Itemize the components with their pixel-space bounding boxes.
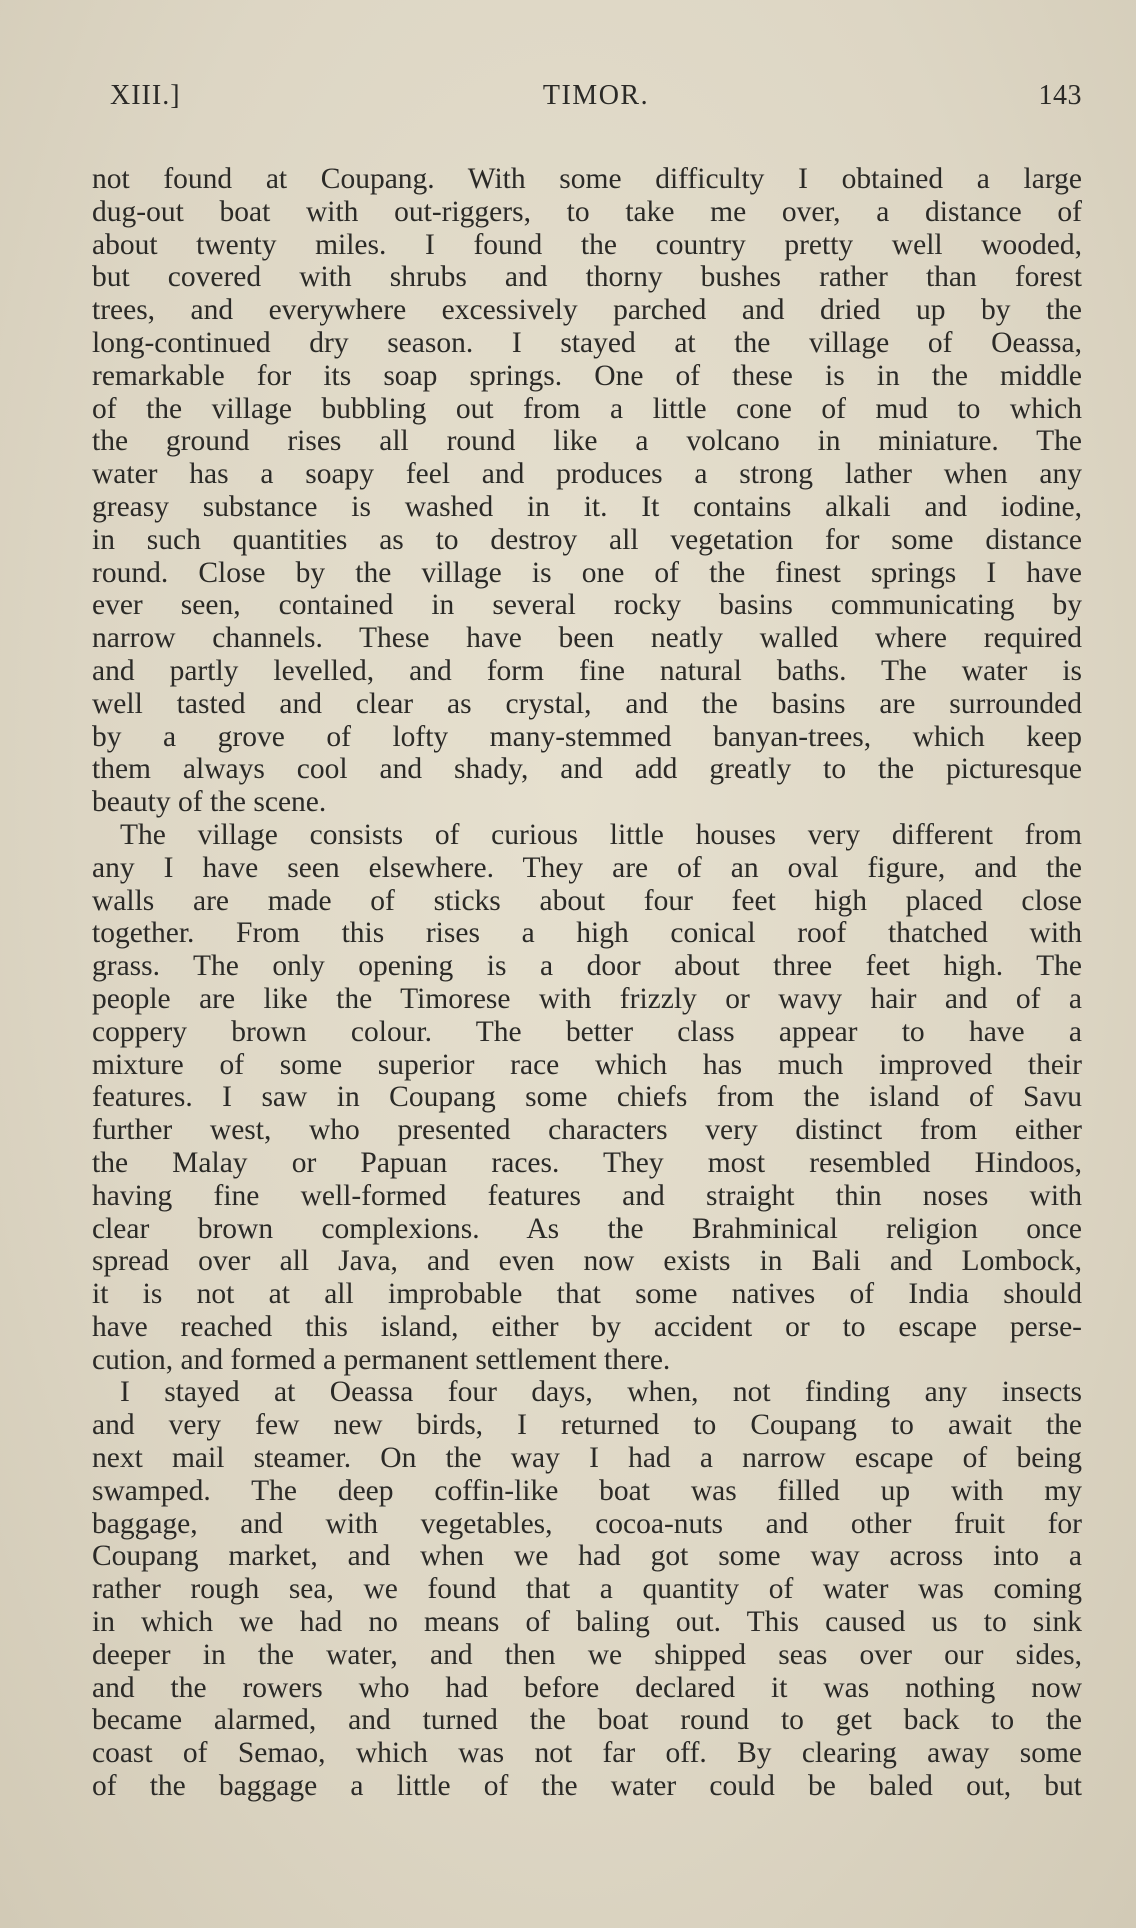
text-line: not found at Coupang. With some difficulty I obtained a large <box>92 163 1082 195</box>
text-line: having fine well-formed features and straight thin noses with <box>92 1179 1082 1212</box>
text-line: rather rough sea, we found that a quantity of water was coming <box>92 1573 1082 1606</box>
text-line: have reached this island, either by accident or to escape perse- <box>92 1310 1082 1343</box>
text-line: round. Close by the village is one of the finest springs I have <box>92 556 1082 589</box>
text-line: and the rowers who had before declared it was nothing now <box>92 1671 1082 1704</box>
text-line: grass. The only opening is a door about three feet high. The <box>92 950 1082 983</box>
text-line: coast of Semao, which was not far off. By clearing away some <box>92 1737 1082 1770</box>
text-line: narrow channels. These have been neatly walled where required <box>92 622 1082 655</box>
text-line: I stayed at Oeassa four days, when, not finding any insects <box>120 1376 1082 1409</box>
text-line: together. From this rises a high conical roof thatched with <box>92 917 1082 950</box>
text-line: but covered with shrubs and thorny bushes rather than forest <box>92 261 1082 294</box>
text-line: remarkable for its soap springs. One of these is in the middle <box>92 359 1082 392</box>
text-line: walls are made of sticks about four feet high placed close <box>92 884 1082 917</box>
text-line: deeper in the water, and then we shipped seas over our sides, <box>92 1638 1082 1671</box>
text-line: spread over all Java, and even now exists in Bali and Lombock, <box>92 1245 1082 1278</box>
text-line: of the baggage a little of the water could be baled out, but <box>92 1770 1082 1803</box>
text-line: and very few new birds, I returned to Coupang to await the <box>92 1409 1082 1442</box>
text-line: in which we had no means of baling out. This caused us to sink <box>92 1606 1082 1639</box>
text-line: long-continued dry season. I stayed at the village of Oeassa, <box>92 326 1082 359</box>
text-line: trees, and everywhere excessively parched and dried up by the <box>92 294 1082 327</box>
text-line: in such quantities as to destroy all vegetation for some distance <box>92 523 1082 556</box>
text-line: beauty of the scene. <box>92 786 327 819</box>
text-line: of the village bubbling out from a little cone of mud to which <box>92 392 1082 425</box>
text-line: dug-out boat with out-riggers, to take me over, a distance of <box>92 195 1082 228</box>
text-line: further west, who presented characters very distinct from either <box>92 1114 1082 1147</box>
text-line: greasy substance is washed in it. It contains alkali and iodine, <box>92 490 1082 523</box>
running-title: TIMOR. <box>542 80 650 111</box>
text-line: The village consists of curious little houses very different from <box>120 818 1082 851</box>
text-line: the ground rises all round like a volcano in miniature. The <box>92 425 1082 458</box>
text-line: it is not at all improbable that some natives of India should <box>92 1278 1082 1311</box>
text-line: coppery brown colour. The better class appear to have a <box>92 1015 1082 1048</box>
running-head <box>110 80 1082 120</box>
text-line: and partly levelled, and form fine natural baths. The water is <box>92 654 1082 687</box>
text-line: people are like the Timorese with frizzly or wavy hair and of a <box>92 982 1082 1015</box>
text-line: them always cool and shady, and add greatly to the picturesque <box>92 753 1082 786</box>
text-line: by a grove of lofty many-stemmed banyan-trees, which keep <box>92 720 1082 753</box>
text-line: Coupang market, and when we had got some way across into a <box>92 1540 1082 1573</box>
text-line: swamped. The deep coffin-like boat was filled up with my <box>92 1474 1082 1507</box>
body-text <box>92 163 1082 1803</box>
text-line: mixture of some superior race which has much improved their <box>92 1048 1082 1081</box>
text-line: about twenty miles. I found the country pretty well wooded, <box>92 228 1082 261</box>
text-line: well tasted and clear as crystal, and the basins are surrounded <box>92 687 1082 720</box>
text-line: cution, and formed a permanent settlement there. <box>92 1343 671 1376</box>
chapter-number: XIII.] <box>110 80 181 111</box>
page-number: 143 <box>1038 80 1082 111</box>
text-line: any I have seen elsewhere. They are of an oval figure, and the <box>92 851 1082 884</box>
text-line: ever seen, contained in several rocky basins communicating by <box>92 589 1082 622</box>
text-line: features. I saw in Coupang some chiefs from the island of Savu <box>92 1081 1082 1114</box>
text-line: next mail steamer. On the way I had a narrow escape of being <box>92 1442 1082 1475</box>
text-line: the Malay or Papuan races. They most resembled Hindoos, <box>92 1146 1082 1179</box>
text-line: became alarmed, and turned the boat round to get back to the <box>92 1704 1082 1737</box>
text-line: clear brown complexions. As the Brahminical religion once <box>92 1212 1082 1245</box>
text-line: water has a soapy feel and produces a strong lather when any <box>92 458 1082 491</box>
text-line: baggage, and with vegetables, cocoa-nuts and other fruit for <box>92 1507 1082 1540</box>
